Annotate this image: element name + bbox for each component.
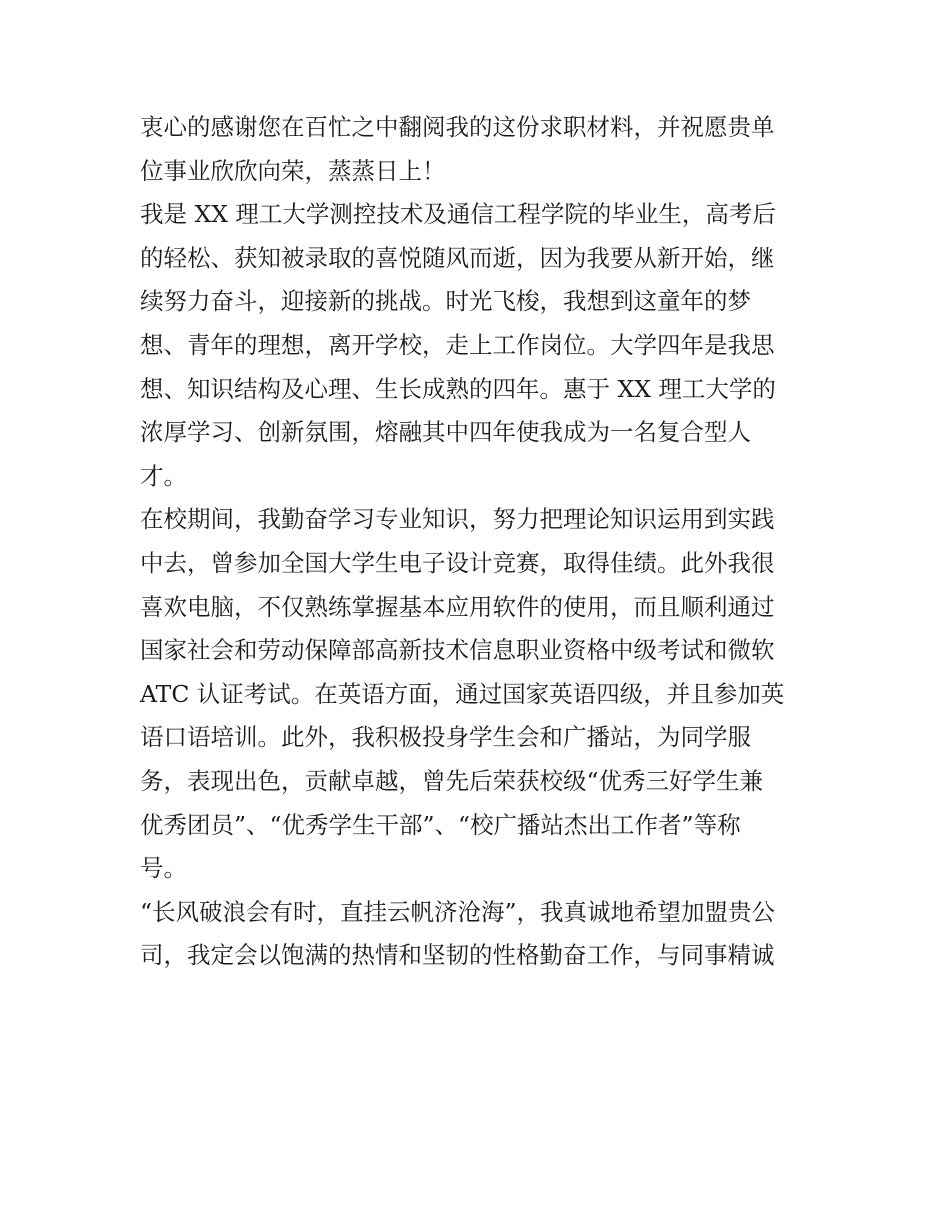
text-line-6: 想、青年的理想，离开学校，走上工作岗位。大学四年是我思 <box>140 330 775 359</box>
text-line-7: 想、知识结构及心理、生长成熟的四年。惠于 XX 理工大学的 <box>140 374 776 403</box>
text-line-4: 的轻松、获知被录取的喜悦随风而逝，因为我要从新开始，继 <box>140 243 775 272</box>
text-line-17: 优秀团员”、“优秀学生干部”、“校广播站杰出工作者”等称 <box>140 810 741 839</box>
text-line-8: 浓厚学习、创新氛围，熔融其中四年使我成为一名复合型人 <box>140 418 751 447</box>
text-line-16: 务，表现出色，贡献卓越，曾先后荣获校级“优秀三好学生兼 <box>140 766 764 795</box>
text-line-2: 位事业欣欣向荣，蒸蒸日上！ <box>140 156 446 185</box>
text-line-20: 司，我定会以饱满的热情和坚韧的性格勤奋工作，与同事精诚 <box>140 941 775 970</box>
text-line-15: 语口语培训。此外，我积极投身学生会和广播站，为同学服 <box>140 723 751 752</box>
text-line-10: 在校期间，我勤奋学习专业知识，努力把理论知识运用到实践 <box>140 505 775 534</box>
text-line-5: 续努力奋斗，迎接新的挑战。时光飞梭，我想到这童年的梦 <box>140 287 751 316</box>
text-line-14: ATC 认证考试。在英语方面，通过国家英语四级，并且参加英 <box>140 679 785 708</box>
text-line-9: 才。 <box>140 461 187 490</box>
text-line-3: 我是 XX 理工大学测控技术及通信工程学院的毕业生，高考后 <box>140 200 776 229</box>
cover-letter-body <box>140 106 820 978</box>
text-line-18: 号。 <box>140 854 187 883</box>
text-line-12: 喜欢电脑，不仅熟练掌握基本应用软件的使用，而且顺利通过 <box>140 592 775 621</box>
text-line-19: “长风破浪会有时，直挂云帆济沧海”，我真诚地希望加盟贵公 <box>140 897 776 926</box>
text-line-13: 国家社会和劳动保障部高新技术信息职业资格中级考试和微软 <box>140 636 775 665</box>
text-line-11: 中去，曾参加全国大学生电子设计竞赛，取得佳绩。此外我很 <box>140 548 775 577</box>
text-line-1: 衷心的感谢您在百忙之中翻阅我的这份求职材料，并祝愿贵单 <box>140 113 775 141</box>
